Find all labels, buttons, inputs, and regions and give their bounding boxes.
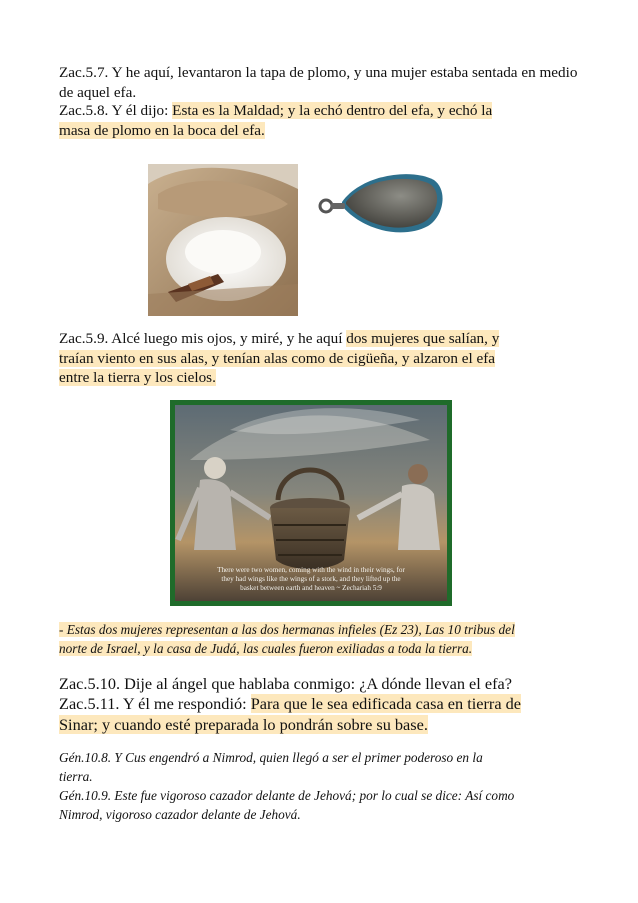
highlighted-text: masa de plomo en la boca del efa. xyxy=(59,121,265,139)
highlighted-text: traían viento en sus alas, y tenían alas como de cigüeña, y alzaron el efa xyxy=(59,349,496,367)
note-line: - Estas dos mujeres representan a las dos hermanas infieles (Ez 23), Las 10 tribus del xyxy=(59,622,515,637)
winged-women-basket-image xyxy=(170,400,452,606)
verse-zac-5-11 xyxy=(59,694,589,735)
commentary-note xyxy=(59,620,589,658)
flour-sack-image xyxy=(148,164,298,316)
verse-zac-5-8 xyxy=(59,101,579,140)
genesis-line: Gén.10.9. Este fue vigoroso cazador delante de Jehová; por lo cual se dice: Así como xyxy=(59,788,515,803)
note-line: norte de Israel, y la casa de Judá, las cuales fueron exiliadas a toda la tierra. xyxy=(59,641,473,656)
verse-zac-5-7 xyxy=(59,63,579,102)
genesis-verses xyxy=(59,748,589,824)
verse-zac-5-10 xyxy=(59,674,589,695)
genesis-line: Nimrod, vigoroso cazador delante de Jehová. xyxy=(59,807,301,822)
verse-prefix: Zac.5.8. Y él dijo: xyxy=(59,102,173,119)
verse-text: Zac.5.7. Y he aquí, levantaron la tapa de plomo, y una mujer estaba sentada en medio de aquel efa. xyxy=(59,64,578,101)
verse-prefix: Zac.5.11. Y él me respondió: xyxy=(59,694,251,713)
verse-zac-5-9 xyxy=(59,329,579,388)
image-caption-line-2: they had wings like the wings of a stork, and they lifted up the xyxy=(221,575,401,583)
highlighted-text: dos mujeres que salían, y xyxy=(346,330,500,347)
verse-prefix: Zac.5.9. Alcé luego mis ojos, y miré, y he aquí xyxy=(59,330,347,347)
verse-text: Zac.5.10. Dije al ángel que hablaba conmigo: ¿A dónde llevan el efa? xyxy=(59,674,512,693)
image-caption-line-3: basket between earth and heaven ~ Zechariah 5:9 xyxy=(240,584,382,592)
highlighted-text: Esta es la Maldad; y la echó dentro del efa, y echó la xyxy=(172,102,493,119)
genesis-line: Gén.10.8. Y Cus engendró a Nimrod, quien llegó a ser el primer poderoso en la xyxy=(59,750,483,765)
highlighted-text: entre la tierra y los cielos. xyxy=(59,369,216,386)
genesis-line: tierra. xyxy=(59,769,93,784)
highlighted-text: Sinar; y cuando esté preparada lo pondrán sobre su base. xyxy=(59,714,428,734)
lead-weight-image xyxy=(302,166,448,248)
highlighted-text: Para que le sea edificada casa en tierra de xyxy=(250,694,521,713)
image-caption-line-1: There were two women, coming with the wind in their wings, for xyxy=(217,566,405,574)
